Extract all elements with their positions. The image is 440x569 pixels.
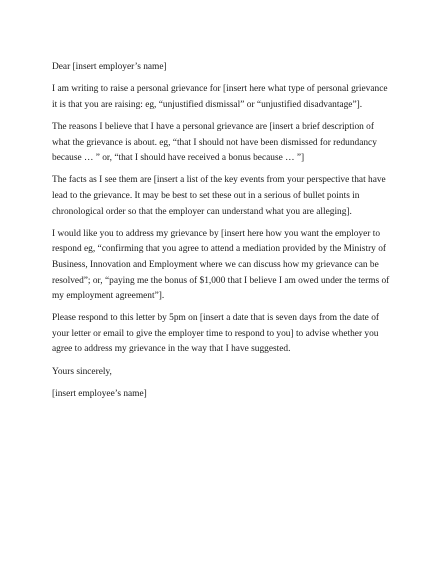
text-line: Please respond to this letter by 5pm on [insert a date that is seven days from the date of: [52, 313, 379, 324]
paragraph-requested-resolution: [52, 227, 392, 305]
text-line: resolved”; or, “paying me the bonus of $1,000 that I believe I am owed under the terms of: [52, 275, 390, 286]
text-line: Business, Innovation and Employment where we can discuss how my grievance can be: [52, 259, 379, 270]
salutation-line: Dear [insert employer’s name]: [52, 62, 167, 72]
paragraph-grievance-reasons: [52, 120, 392, 167]
text-line: what the grievance is about. eg, “that I should not have been dismissed for redundancy: [52, 137, 377, 148]
grievance-letter: [52, 60, 392, 409]
paragraph-response-deadline: [52, 311, 392, 358]
text-line: chronological order so that the employer can understand what you are alleging].: [52, 206, 352, 217]
text-line: it is that you are raising: eg, “unjustified dismissal” or “unjustified disadvantage”].: [52, 99, 363, 110]
text-line: your letter or email to give the employer time to respond to you] to advise whether you: [52, 328, 379, 339]
letter-signature: [52, 387, 392, 403]
text-line: because … ” or, “that I should have received a bonus because … ”]: [52, 153, 305, 164]
text-line: respond eg, “confirming that you agree to attend a mediation provided by the Ministry of: [52, 244, 387, 255]
text-line: agree to address my grievance in the way that I have suggested.: [52, 344, 291, 355]
paragraph-grievance-type: [52, 82, 392, 113]
text-line: I would like you to address my grievance by [insert here how you want the employer to: [52, 228, 381, 239]
text-line: my employment agreement”].: [52, 291, 165, 302]
text-line: I am writing to raise a personal grievance for [insert here what type of personal grievance: [52, 84, 388, 95]
text-line: lead to the grievance. It may be best to set these out in a serious of bullet points in: [52, 190, 360, 201]
paragraph-grievance-facts: [52, 173, 392, 220]
letter-closing: [52, 365, 392, 381]
closing-line: Yours sincerely,: [52, 366, 112, 377]
text-line: The reasons I believe that I have a personal grievance are [insert a brief description of: [52, 121, 374, 132]
text-line: The facts as I see them are [insert a list of the key events from your perspective that have: [52, 175, 386, 186]
letter-salutation: [52, 60, 392, 76]
signature-line: [insert employee’s name]: [52, 388, 147, 399]
